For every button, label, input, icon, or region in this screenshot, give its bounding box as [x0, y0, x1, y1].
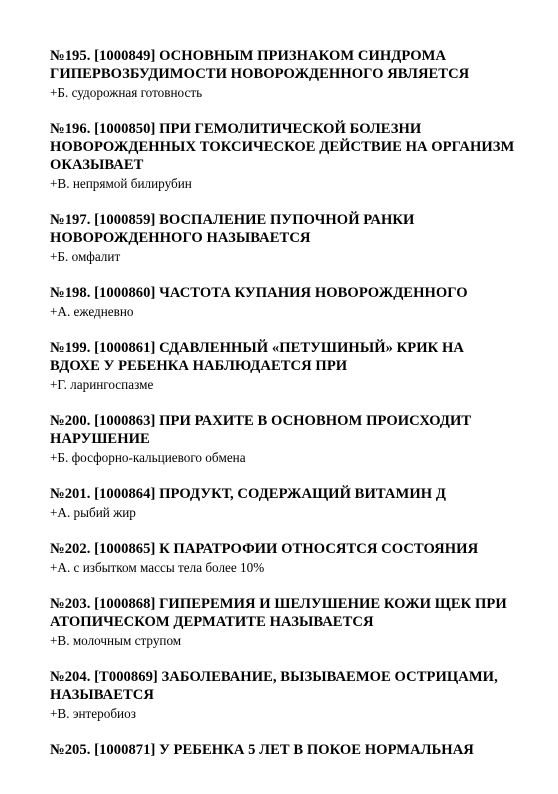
question-answer: +А. рыбий жир: [50, 505, 136, 520]
question-answer: +В. непрямой билирубин: [50, 176, 192, 191]
question-title-line: №200. [1000863] ПРИ РАХИТЕ В ОСНОВНОМ ПРОИСХОДИТ: [50, 413, 472, 429]
question-title-line: НАЗЫВАЕТСЯ: [50, 687, 154, 703]
question-197: [50, 211, 520, 265]
question-title: [50, 47, 520, 83]
question-title: [50, 339, 520, 375]
question-title-line: НОВОРОЖДЕННЫХ ТОКСИЧЕСКОЕ ДЕЙСТВИЕ НА ОРГАНИЗМ: [50, 139, 515, 155]
question-answer: +А. ежедневно: [50, 304, 134, 319]
question-answer: +А. с избытком массы тела более 10%: [50, 560, 265, 575]
question-title: [50, 120, 520, 174]
question-205: [50, 741, 520, 759]
question-title-line: №201. [1000864] ПРОДУКТ, СОДЕРЖАЩИЙ ВИТАМИН Д: [50, 486, 446, 502]
question-title-line: №195. [1000849] ОСНОВНЫМ ПРИЗНАКОМ СИНДРОМА: [50, 48, 447, 64]
question-title: [50, 595, 520, 631]
question-196: [50, 120, 520, 192]
question-title: [50, 412, 520, 448]
question-title-line: НАРУШЕНИЕ: [50, 431, 150, 447]
question-title-line: №204. [T000869] ЗАБОЛЕВАНИЕ, ВЫЗЫВАЕМОЕ ОСТРИЦАМИ,: [50, 669, 498, 685]
question-answer: +Б. судорожная готовность: [50, 85, 203, 100]
question-title: [50, 741, 520, 759]
document-page: [50, 47, 520, 759]
question-title-line: ВДОХЕ У РЕБЕНКА НАБЛЮДАЕТСЯ ПРИ: [50, 358, 348, 374]
question-title-line: АТОПИЧЕСКОМ ДЕРМАТИТЕ НАЗЫВАЕТСЯ: [50, 614, 374, 630]
question-title-line: №199. [1000861] СДАВЛЕННЫЙ «ПЕТУШИНЫЙ» КРИК НА: [50, 340, 464, 356]
question-title: [50, 485, 520, 503]
question-answer: +Б. омфалит: [50, 249, 121, 264]
question-202: [50, 540, 520, 576]
question-203: [50, 595, 520, 649]
question-title: [50, 211, 520, 247]
question-answer: +Б. фосфорно-кальциевого обмена: [50, 450, 246, 465]
question-title-line: ОКАЗЫВАЕТ: [50, 157, 144, 173]
question-title: [50, 668, 520, 704]
question-title-line: №196. [1000850] ПРИ ГЕМОЛИТИЧЕСКОЙ БОЛЕЗНИ: [50, 121, 422, 137]
question-answer: +Г. ларингоспазме: [50, 377, 154, 392]
question-204: [50, 668, 520, 722]
question-title-line: №197. [1000859] ВОСПАЛЕНИЕ ПУПОЧНОЙ РАНКИ: [50, 212, 415, 228]
question-answer: +В. молочным струпом: [50, 633, 182, 648]
question-201: [50, 485, 520, 521]
question-title-line: №202. [1000865] К ПАРАТРОФИИ ОТНОСЯТСЯ СОСТОЯНИЯ: [50, 541, 479, 557]
question-title: [50, 540, 520, 558]
question-199: [50, 339, 520, 393]
question-title-line: НОВОРОЖДЕННОГО НАЗЫВАЕТСЯ: [50, 230, 311, 246]
question-200: [50, 412, 520, 466]
question-195: [50, 47, 520, 101]
question-title-line: №205. [1000871] У РЕБЕНКА 5 ЛЕТ В ПОКОЕ НОРМАЛЬНАЯ: [50, 742, 474, 758]
question-answer: +В. энтеробиоз: [50, 706, 136, 721]
question-198: [50, 284, 520, 320]
question-title-line: ГИПЕРВОЗБУДИМОСТИ НОВОРОЖДЕННОГО ЯВЛЯЕТСЯ: [50, 66, 470, 82]
question-title-line: №198. [1000860] ЧАСТОТА КУПАНИЯ НОВОРОЖДЕННОГО: [50, 285, 468, 301]
question-title: [50, 284, 520, 302]
question-title-line: №203. [1000868] ГИПЕРЕМИЯ И ШЕЛУШЕНИЕ КОЖИ ЩЕК ПРИ: [50, 596, 507, 612]
